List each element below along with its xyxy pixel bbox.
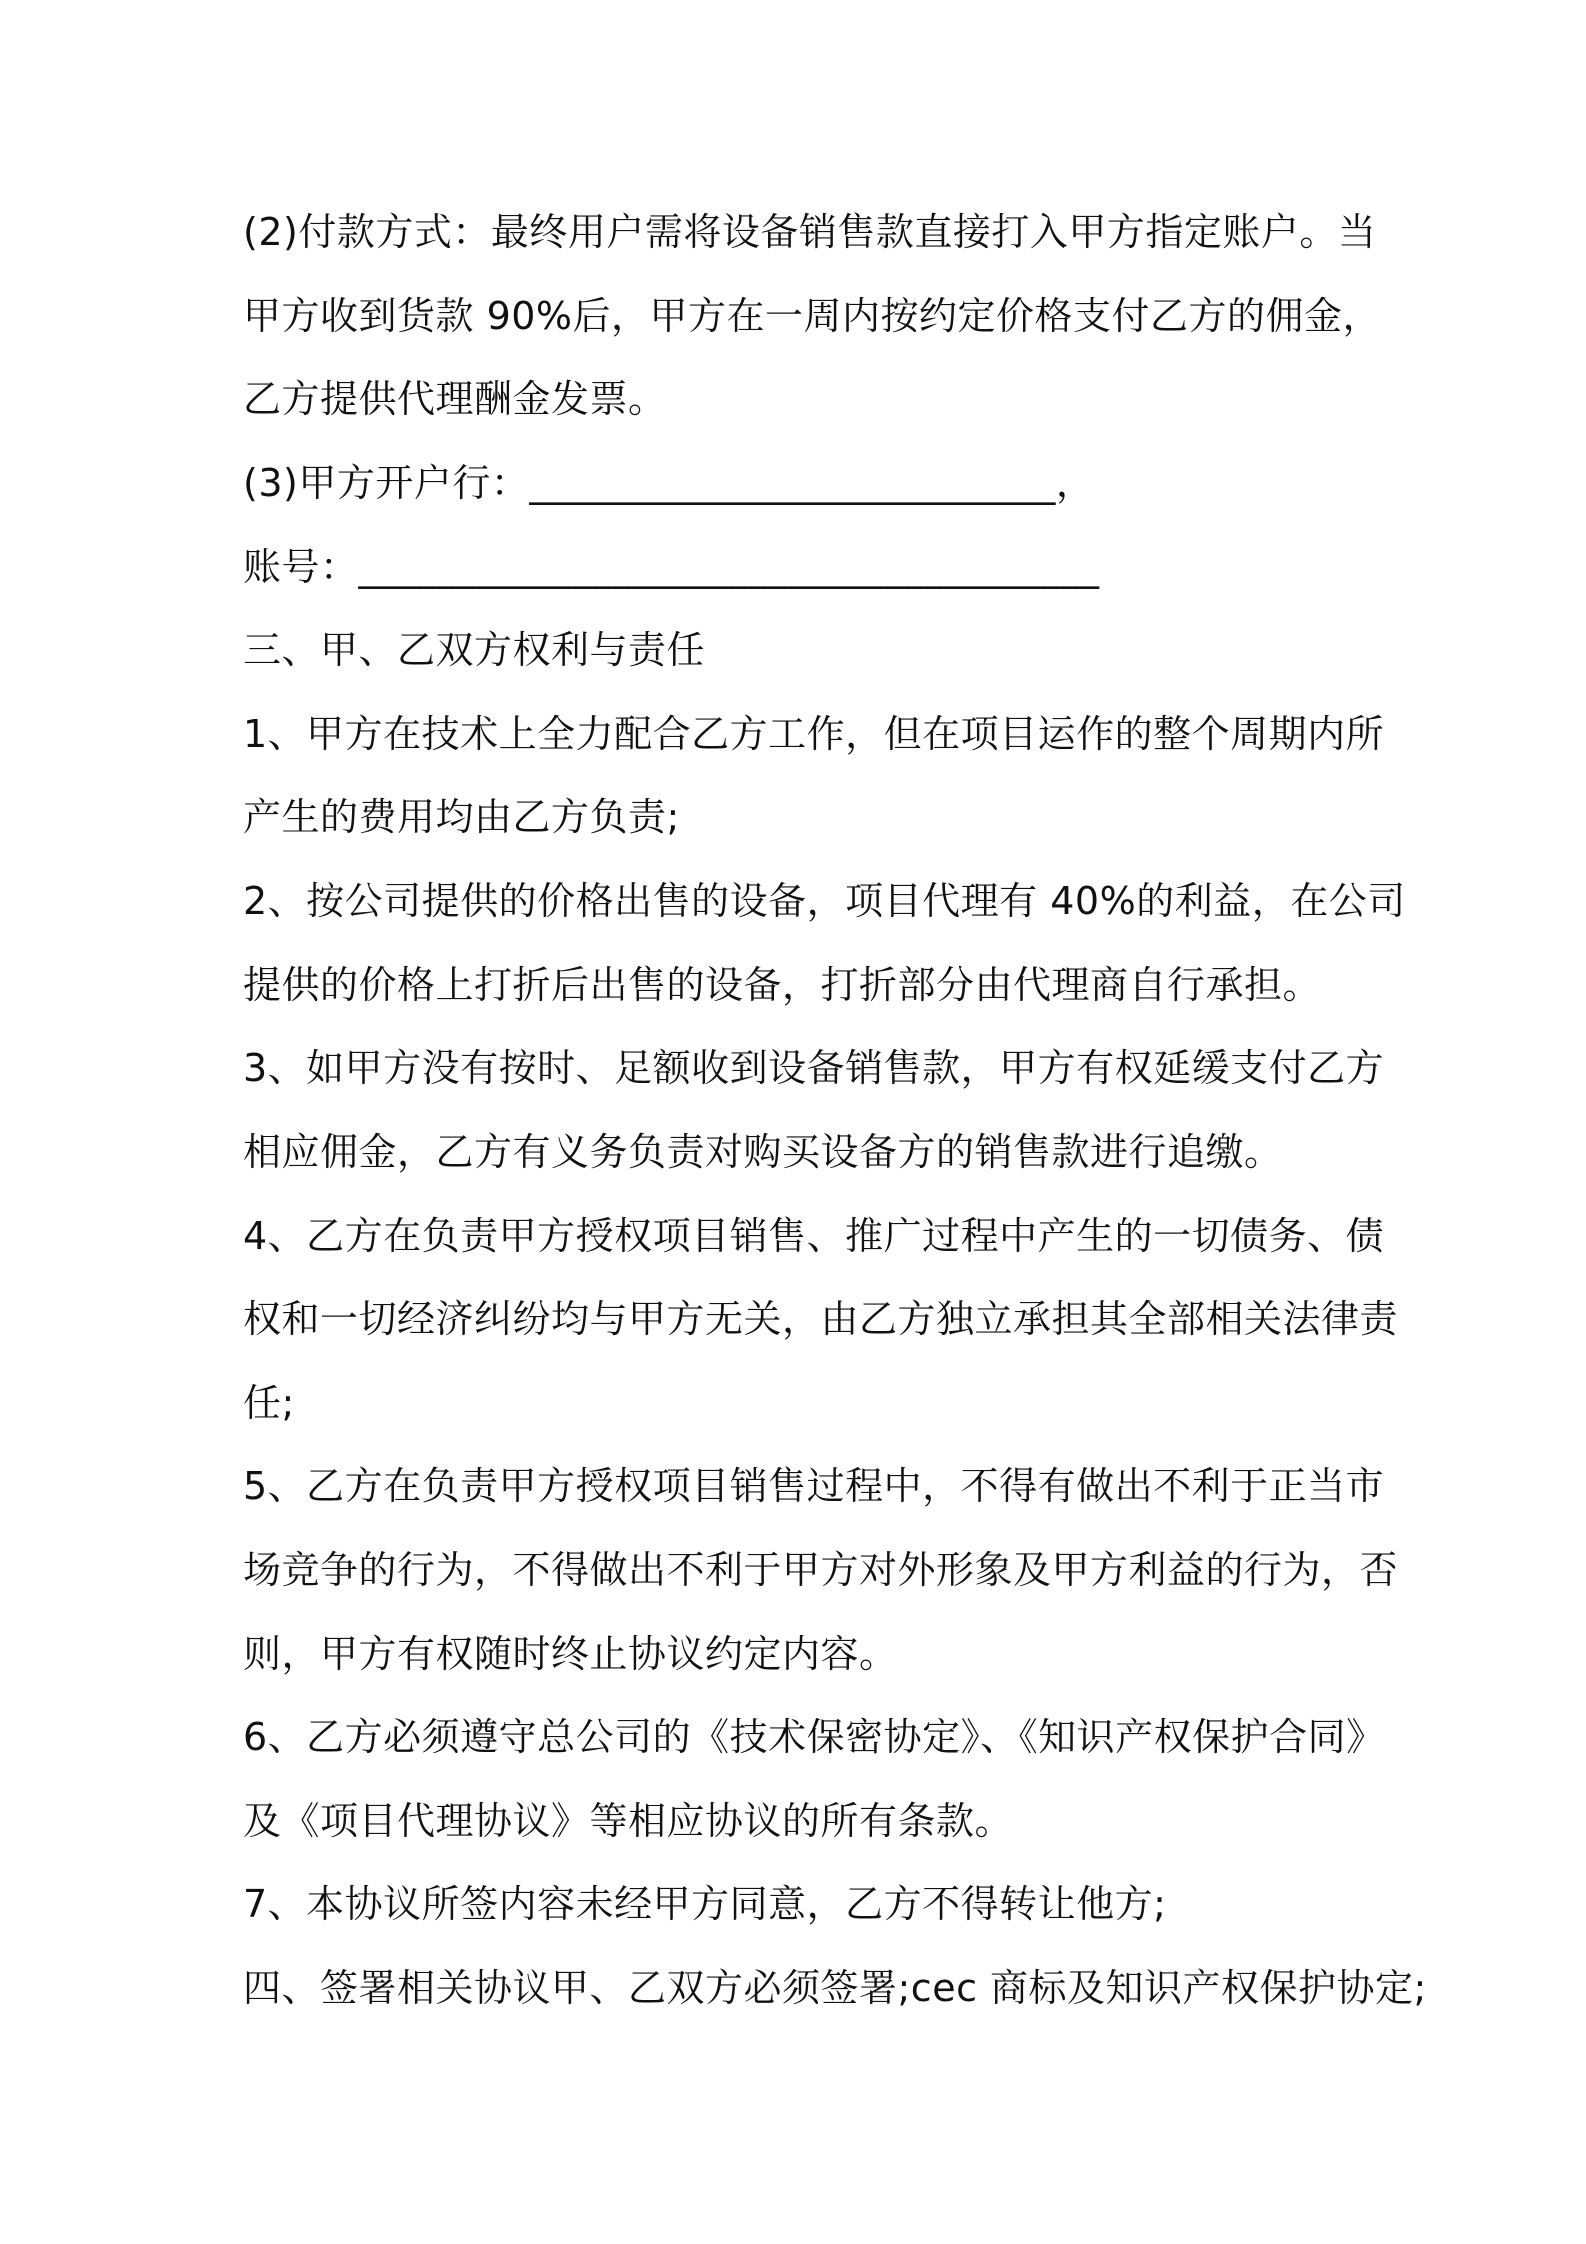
clause-2-line-2: 提供的价格上打折后出售的设备，打折部分由代理商自行承担。 [243, 963, 1322, 1007]
clause-5-line-2: 场竞争的行为，不得做出不利于甲方对外形象及甲方利益的行为，否 [243, 1548, 1399, 1592]
clause-3-line-1: 3、如甲方没有按时、足额收到设备销售款，甲方有权延缓支付乙方 [243, 1046, 1385, 1090]
account-number-line: 账号：______________________________________ [243, 545, 1100, 589]
payment-method-line-3: 乙方提供代理酬金发票。 [243, 377, 667, 421]
clause-1-line-2: 产生的费用均由乙方负责; [243, 795, 680, 839]
clause-4-line-2: 权和一切经济纠纷均与甲方无关，由乙方独立承担其全部相关法律责 [243, 1297, 1399, 1341]
clause-2-line-1: 2、按公司提供的价格出售的设备，项目代理有 40%的利益，在公司 [243, 879, 1406, 923]
section-three-heading: 三、甲、乙双方权利与责任 [243, 628, 706, 672]
section-four-line-1: 四、签署相关协议甲、乙双方必须签署;cec 商标及知识产权保护协定; [243, 1966, 1427, 2010]
payment-method-line-1: (2)付款方式：最终用户需将设备销售款直接打入甲方指定账户。当 [243, 210, 1377, 254]
clause-6-line-2: 及《项目代理协议》等相应协议的所有条款。 [243, 1799, 1014, 1843]
clause-1-line-1: 1、甲方在技术上全力配合乙方工作，但在项目运作的整个周期内所 [243, 712, 1385, 756]
bank-name-line: (3)甲方开户行：___________________________， [243, 461, 1095, 505]
clause-5-line-1: 5、乙方在负责甲方授权项目销售过程中，不得有做出不利于正当市 [243, 1464, 1385, 1508]
clause-4-line-1: 4、乙方在负责甲方授权项目销售、推广过程中产生的一切债务、债 [243, 1214, 1385, 1258]
clause-5-line-3: 则，甲方有权随时终止协议约定内容。 [243, 1632, 898, 1676]
clause-7-line-1: 7、本协议所签内容未经甲方同意，乙方不得转让他方; [243, 1882, 1167, 1926]
clause-3-line-2: 相应佣金，乙方有义务负责对购买设备方的销售款进行追缴。 [243, 1130, 1283, 1174]
clause-4-line-3: 任; [243, 1381, 295, 1425]
clause-6-line-1: 6、乙方必须遵守总公司的《技术保密协定》、《知识产权保护合同》 [243, 1715, 1385, 1759]
payment-method-line-2: 甲方收到货款 90%后，甲方在一周内按约定价格支付乙方的佣金， [243, 294, 1382, 338]
